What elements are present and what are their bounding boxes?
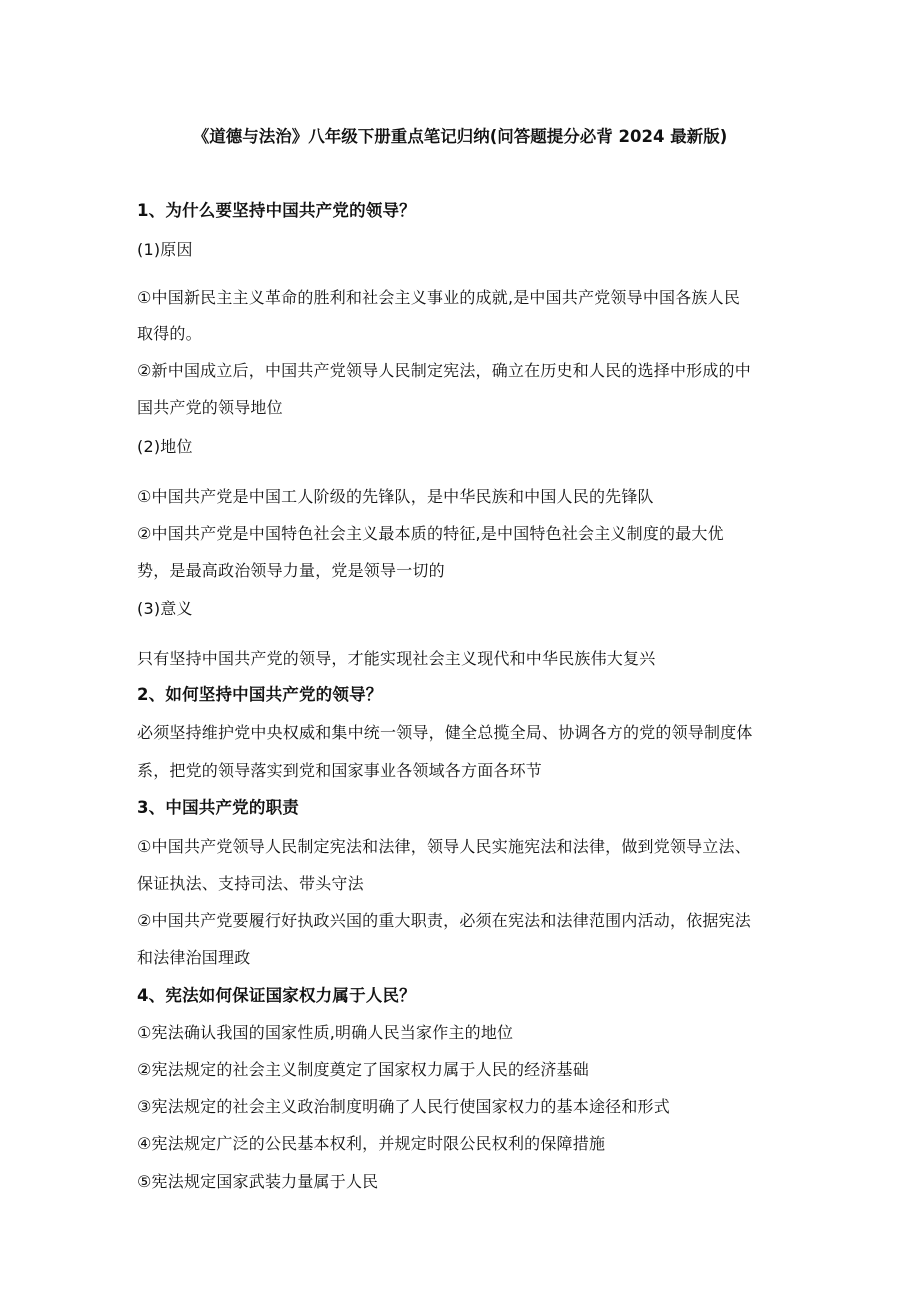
paragraph-line: ②新中国成立后，中国共产党领导人民制定宪法，确立在历史和人民的选择中形成的中 <box>137 361 751 380</box>
paragraph-line: 保证执法、支持司法、带头守法 <box>137 874 364 893</box>
section-2-heading: 2、如何坚持中国共产党的领导？ <box>137 685 383 704</box>
document-title: 《道德与法治》八年级下册重点笔记归纳(问答题提分必背 2024 最新版) <box>192 127 728 146</box>
paragraph-line: ①中国共产党领导人民制定宪法和法律，领导人民实施宪法和法律，做到党领导立法、 <box>137 837 751 856</box>
paragraph-line: 只有坚持中国共产党的领导，才能实现社会主义现代和中华民族伟大复兴 <box>137 649 656 668</box>
paragraph-line: ②中国共产党是中国特色社会主义最本质的特征,是中国特色社会主义制度的最大优 <box>137 524 724 543</box>
subheading-reason: (1)原因 <box>137 240 193 259</box>
paragraph-line: ②宪法规定的社会主义制度奠定了国家权力属于人民的经济基础 <box>137 1060 589 1079</box>
paragraph-line: 系，把党的领导落实到党和国家事业各领域各方面各环节 <box>137 761 543 780</box>
paragraph-line: ②中国共产党要履行好执政兴国的重大职责，必须在宪法和法律范围内活动，依据宪法 <box>137 911 751 930</box>
paragraph-line: 取得的。 <box>137 324 202 343</box>
paragraph-line: ①宪法确认我国的国家性质,明确人民当家作主的地位 <box>137 1023 514 1042</box>
subheading-status: (2)地位 <box>137 437 193 456</box>
section-3-heading: 3、中国共产党的职责 <box>137 798 299 817</box>
section-4-heading: 4、宪法如何保证国家权力属于人民？ <box>137 986 416 1005</box>
paragraph-line: ④宪法规定广泛的公民基本权利，并规定时限公民权利的保障措施 <box>137 1134 606 1153</box>
paragraph-line: ①中国新民主主义革命的胜利和社会主义事业的成就,是中国共产党领导中国各族人民 <box>137 288 741 307</box>
subheading-significance: (3)意义 <box>137 599 193 618</box>
paragraph-line: ③宪法规定的社会主义政治制度明确了人民行使国家权力的基本途径和形式 <box>137 1097 670 1116</box>
paragraph-line: 必须坚持维护党中央权威和集中统一领导，健全总揽全局、协调各方的党的领导制度体 <box>137 723 753 742</box>
paragraph-line: 势，是最高政治领导力量，党是领导一切的 <box>137 561 445 580</box>
paragraph-line: 和法律治国理政 <box>137 948 251 967</box>
paragraph-line: 国共产党的领导地位 <box>137 398 283 417</box>
paragraph-line: ⑤宪法规定国家武装力量属于人民 <box>137 1172 379 1191</box>
paragraph-line: ①中国共产党是中国工人阶级的先锋队，是中华民族和中国人民的先锋队 <box>137 487 654 506</box>
section-1-heading: 1、为什么要坚持中国共产党的领导？ <box>137 201 416 220</box>
